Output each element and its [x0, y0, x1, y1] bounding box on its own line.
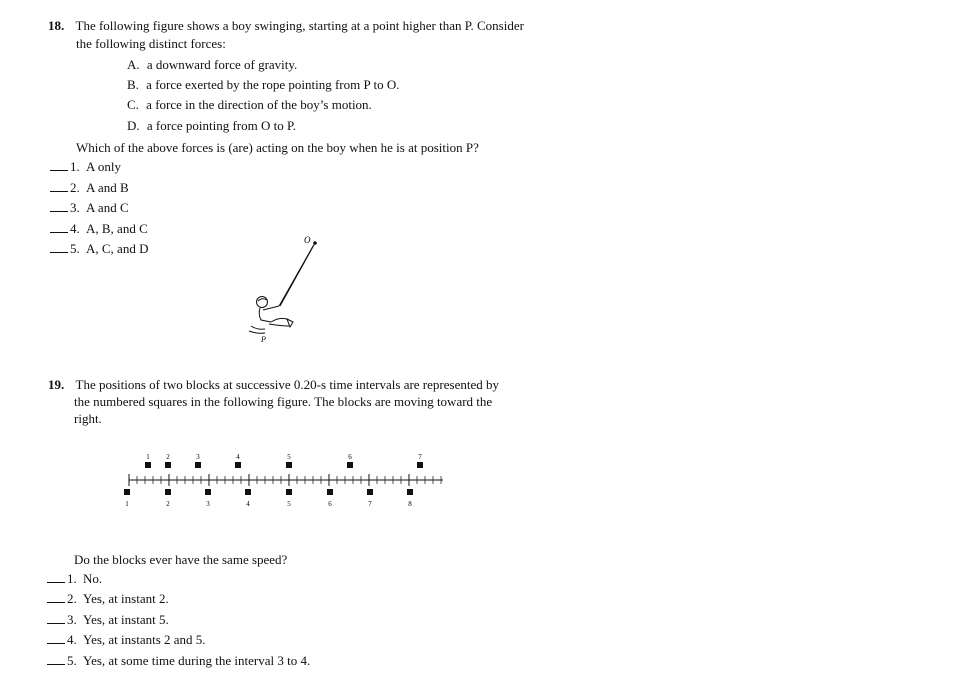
- q18-stem-line1: [48, 17, 524, 34]
- q18-force-b: [127, 77, 399, 93]
- force-text: a force pointing from O to P.: [146, 118, 297, 133]
- q18-answer-5[interactable]: [50, 241, 148, 257]
- bottom-block-label: 1: [125, 500, 129, 508]
- rope-second: [279, 246, 313, 306]
- q19-answer-4[interactable]: [47, 632, 206, 648]
- top-block-label: 7: [418, 453, 422, 461]
- ruler: [129, 474, 443, 486]
- answer-blank[interactable]: [47, 582, 65, 583]
- boy-head: [257, 297, 268, 308]
- bottom-block-square: [165, 489, 171, 495]
- bottom-block-label: 6: [328, 500, 332, 508]
- q19-stem-text1: The positions of two blocks at successive 0.20-s time intervals are represented by: [75, 377, 499, 392]
- q18-stem-line2: the following distinct forces:: [76, 36, 226, 51]
- force-letter: A.: [127, 57, 140, 72]
- boy-leg: [271, 318, 289, 322]
- bottom-block-square: [367, 489, 373, 495]
- answer-number: 4.: [67, 632, 77, 647]
- q18-stem-text1: The following figure shows a boy swinging, starting at a point higher than P. Consider: [75, 18, 524, 33]
- q18-force-a: [127, 57, 297, 73]
- answer-number: 3.: [67, 612, 77, 627]
- q18-answer-3[interactable]: [50, 200, 129, 216]
- top-block-square: [347, 462, 353, 468]
- bottom-block-square: [407, 489, 413, 495]
- bottom-block-label: 3: [206, 500, 210, 508]
- answer-number: 2.: [67, 591, 77, 606]
- q19-stem-line2: the numbered squares in the following figure. The blocks are moving toward the: [74, 394, 493, 409]
- q18-answer-1[interactable]: [50, 159, 121, 175]
- top-block-square: [165, 462, 171, 468]
- top-block-label: 6: [348, 453, 352, 461]
- q18-force-d: [127, 118, 296, 134]
- q18-answer-4[interactable]: [50, 221, 148, 237]
- bottom-block-square: [327, 489, 333, 495]
- answer-text: Yes, at instants 2 and 5.: [83, 632, 206, 647]
- answer-text: Yes, at some time during the interval 3 to 4.: [83, 653, 311, 668]
- answer-text: A and C: [86, 200, 129, 215]
- answer-text: A, B, and C: [86, 221, 148, 236]
- boy-drawing: [249, 297, 293, 334]
- top-block-label: 4: [236, 453, 240, 461]
- answer-blank[interactable]: [50, 170, 68, 171]
- boy-body: [259, 308, 271, 322]
- bottom-block-label: 4: [246, 500, 250, 508]
- bottom-block-label: 5: [287, 500, 291, 508]
- bottom-block-square: [245, 489, 251, 495]
- q19-stem-line1: [48, 376, 499, 393]
- answer-text: Yes, at instant 2.: [83, 591, 169, 606]
- q18-force-c: [127, 97, 372, 113]
- q19-stem-line3: right.: [74, 411, 102, 426]
- answer-blank[interactable]: [47, 602, 65, 603]
- answer-blank[interactable]: [47, 664, 65, 665]
- q18-number: 18.: [48, 18, 65, 33]
- bottom-block-squares: [124, 489, 413, 495]
- bottom-block-label: 2: [166, 500, 170, 508]
- answer-blank[interactable]: [50, 211, 68, 212]
- answer-text: No.: [83, 571, 103, 586]
- bottom-block-square: [124, 489, 130, 495]
- label-o: O: [304, 235, 311, 245]
- answer-number: 2.: [70, 180, 80, 195]
- top-block-squares: [145, 462, 423, 468]
- answer-blank[interactable]: [50, 191, 68, 192]
- force-letter: C.: [127, 97, 139, 112]
- q19-answer-2[interactable]: [47, 591, 169, 607]
- answer-blank[interactable]: [50, 232, 68, 233]
- bottom-block-label: 7: [368, 500, 372, 508]
- label-p: P: [261, 335, 266, 344]
- answer-text: A only: [86, 159, 122, 174]
- q19-question: Do the blocks ever have the same speed?: [74, 552, 288, 567]
- top-block-labels: [146, 453, 422, 461]
- answer-blank[interactable]: [47, 643, 65, 644]
- answer-blank[interactable]: [50, 252, 68, 253]
- answer-number: 1.: [67, 571, 77, 586]
- top-block-square: [195, 462, 201, 468]
- top-block-square: [145, 462, 151, 468]
- force-letter: D.: [127, 118, 140, 133]
- top-block-square: [235, 462, 241, 468]
- bottom-block-label: 8: [408, 500, 412, 508]
- answer-number: 1.: [70, 159, 80, 174]
- force-text: a downward force of gravity.: [146, 57, 298, 72]
- answer-number: 5.: [67, 653, 77, 668]
- top-block-label: 5: [287, 453, 291, 461]
- force-text: a force exerted by the rope pointing from P to O.: [146, 77, 400, 92]
- q18-question: Which of the above forces is (are) acting on the boy when he is at position P?: [76, 140, 479, 155]
- q19-number: 19.: [48, 377, 65, 392]
- bottom-block-square: [286, 489, 292, 495]
- force-letter: B.: [127, 77, 139, 92]
- q19-answer-5[interactable]: [47, 653, 310, 669]
- swing-figure: [235, 228, 325, 348]
- answer-text: Yes, at instant 5.: [83, 612, 169, 627]
- top-block-label: 3: [196, 453, 200, 461]
- bottom-block-labels: [125, 500, 412, 508]
- answer-number: 3.: [70, 200, 80, 215]
- answer-blank[interactable]: [47, 623, 65, 624]
- answer-text: A and B: [86, 180, 129, 195]
- blocks-diagram: [115, 450, 455, 510]
- q18-answer-2[interactable]: [50, 180, 129, 196]
- top-block-label: 2: [166, 453, 170, 461]
- force-text: a force in the direction of the boy’s motion.: [146, 97, 372, 112]
- top-block-label: 1: [146, 453, 150, 461]
- top-block-square: [417, 462, 423, 468]
- answer-number: 5.: [70, 241, 80, 256]
- answer-text: A, C, and D: [86, 241, 149, 256]
- q19-answer-1[interactable]: [47, 571, 102, 587]
- answer-number: 4.: [70, 221, 80, 236]
- q19-answer-3[interactable]: [47, 612, 169, 628]
- bottom-block-square: [205, 489, 211, 495]
- top-block-square: [286, 462, 292, 468]
